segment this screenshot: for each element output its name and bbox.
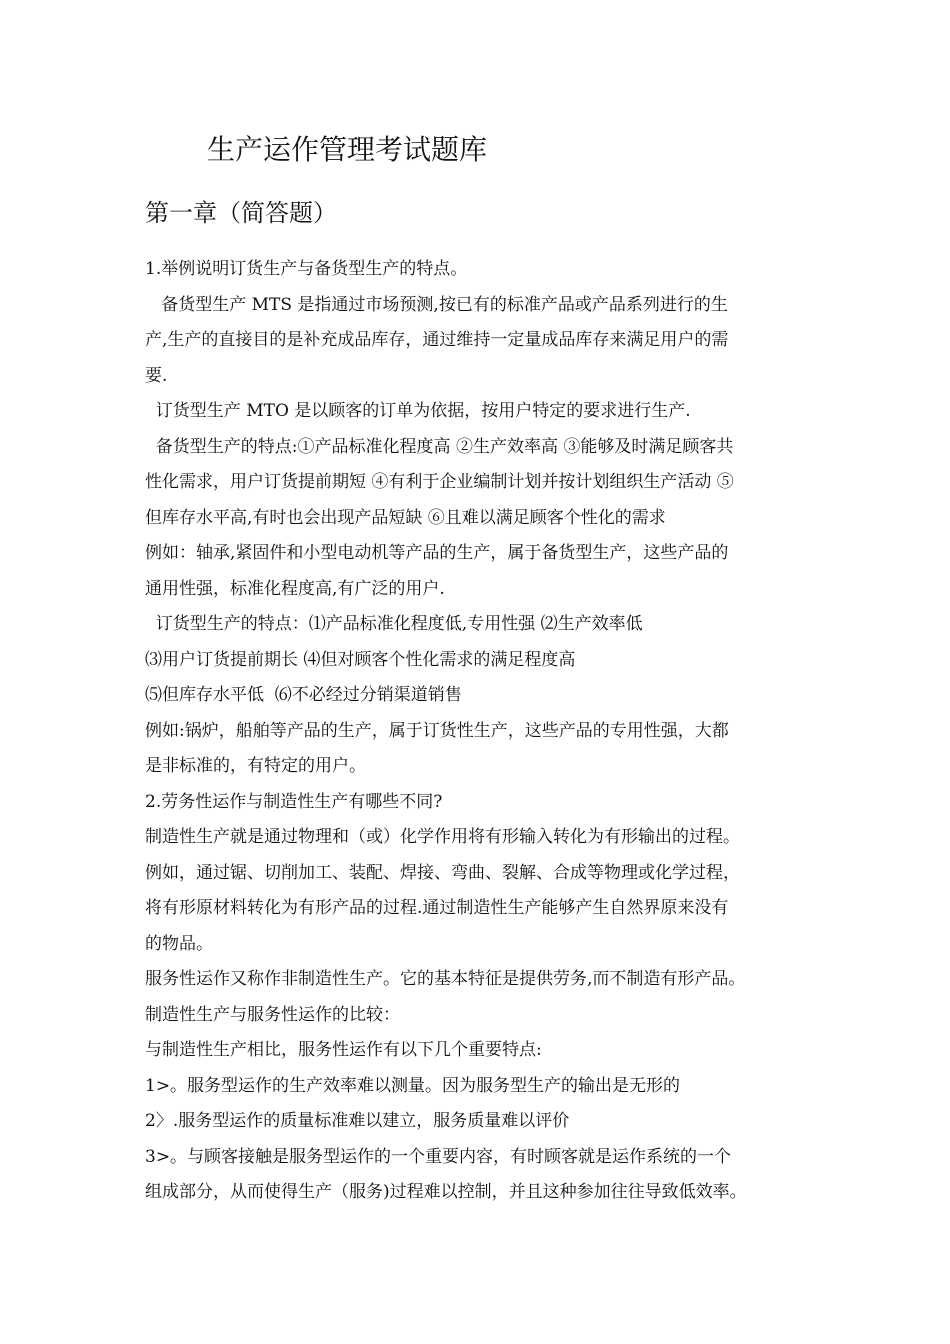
text-line: 1.举例说明订货生产与备货型生产的特点。	[145, 259, 468, 279]
text-line: 组成部分，从而使得生产（服务)过程难以控制，并且这种参加往往导致低效率。	[145, 1182, 747, 1202]
text-line: 订货型生产 MTO 是以顾客的订单为依据，按用户特定的要求进行生产.	[145, 401, 691, 421]
text-line: 但库存水平高,有时也会出现产品短缺 ⑥且难以满足顾客个性化的需求	[145, 507, 666, 528]
text-line: 1>。服务型运作的生产效率难以测量。因为服务型生产的输出是无形的	[145, 1075, 681, 1096]
text-line: 制造性生产与服务性运作的比较：	[145, 1004, 400, 1025]
chapter-heading: 第一章（简答题）	[145, 199, 337, 227]
text-line: 例如:锅炉，船舶等产品的生产，属于订货性生产，这些产品的专用性强，大都	[145, 720, 729, 741]
text-line: 的物品。	[145, 933, 213, 954]
text-line: 例如，通过锯、切削加工、装配、焊接、弯曲、裂解、合成等物理或化学过程，	[145, 862, 740, 883]
text-line: 要.	[145, 365, 168, 386]
text-line: 性化需求，用户订货提前期短 ④有利于企业编制计划并按计划组织生产活动 ⑤	[145, 472, 734, 492]
text-line: 订货型生产的特点：⑴产品标准化程度低,专用性强 ⑵生产效率低	[145, 614, 643, 634]
text-line: ⑸但库存水平低 ⑹不必经过分销渠道销售	[145, 685, 462, 705]
text-line: 2〉.服务型运作的质量标准难以建立，服务质量难以评价	[145, 1111, 570, 1131]
text-line: 服务性运作又称作非制造性生产。它的基本特征是提供劳务,而不制造有形产品。	[145, 969, 746, 989]
text-line: 3>。与顾客接触是服务型运作的一个重要内容，有时顾客就是运作系统的一个	[145, 1146, 732, 1167]
document-body	[145, 252, 825, 1211]
text-line: 例如：轴承,紧固件和小型电动机等产品的生产，属于备货型生产，这些产品的	[145, 543, 729, 563]
text-line: 将有形原材料转化为有形产品的过程.通过制造性生产能够产生自然界原来没有	[145, 898, 729, 918]
text-line: 与制造性生产相比，服务性运作有以下几个重要特点:	[145, 1040, 542, 1060]
text-line: ⑶用户订货提前期长 ⑷但对顾客个性化需求的满足程度高	[145, 649, 576, 670]
text-line: 制造性生产就是通过物理和（或）化学作用将有形输入转化为有形输出的过程。	[145, 827, 740, 847]
document-title: 生产运作管理考试题库	[207, 133, 488, 166]
text-line: 2.劳务性运作与制造性生产有哪些不同?	[145, 791, 443, 812]
text-line: 是非标准的，有特定的用户。	[145, 756, 366, 776]
text-line: 产,生产的直接目的是补充成品库存，通过维持一定量成品库存来满足用户的需	[145, 330, 729, 350]
text-line: 备货型生产的特点:①产品标准化程度高 ②生产效率高 ③能够及时满足顾客共	[145, 436, 734, 457]
text-line: 通用性强，标准化程度高,有广泛的用户.	[145, 578, 445, 599]
text-line: 备货型生产 MTS 是指通过市场预测,按已有的标准产品或产品系列进行的生	[145, 294, 728, 315]
